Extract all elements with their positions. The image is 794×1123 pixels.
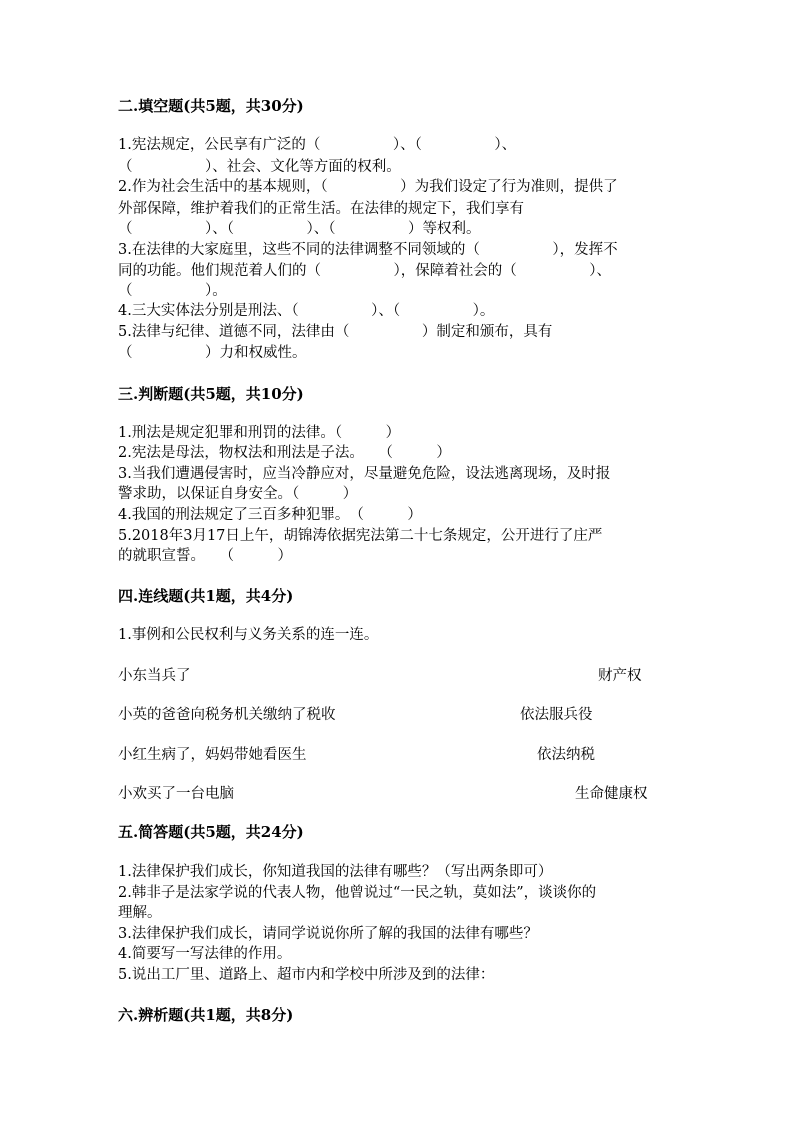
text-line: 1.法律保护我们成长，你知道我国的法律有哪些？（写出两条即可）: [118, 864, 553, 880]
text-line: （ ）、社会、文化等方面的权利。: [118, 159, 401, 175]
matching-left-item[interactable]: 小东当兵了: [118, 668, 191, 684]
section-2-title: 二.填空题(共5题，共30分): [118, 97, 304, 115]
text-line: 4.我国的刑法规定了三百多种犯罪。 （ ）: [118, 507, 422, 523]
matching-right-item[interactable]: 依法服兵役: [520, 707, 593, 723]
section-3-title: 三.判断题(共5题，共10分): [118, 385, 304, 403]
section-6-title: 六.辨析题(共1题，共8分): [118, 1006, 294, 1024]
text-line: 3.当我们遭遇侵害时，应当冷静应对，尽量避免危险，设法逃离现场，及时报: [118, 466, 611, 482]
text-line: 的就职宣誓。 （ ）: [118, 548, 292, 564]
matching-right-item[interactable]: 依法纳税: [537, 747, 595, 763]
text-line: 5.法律与纪律、道德不同，法律由（ ）制定和颁布，具有: [118, 324, 553, 340]
text-line: 5.说出工厂里、道路上、超市内和学校中所涉及到的法律：: [118, 967, 495, 983]
text-line: 4.简要写一写法律的作用。: [118, 946, 292, 962]
text-line: 5.2018年3月17日上午，胡锦涛依据宪法第二十七条规定，公开进行了庄严: [118, 528, 603, 544]
text-line: 2.韩非子是法家学说的代表人物，他曾说过“一民之轨，莫如法”，谈谈你的: [118, 885, 597, 901]
matching-left-item[interactable]: 小英的爸爸向税务机关缴纳了税收: [118, 707, 336, 723]
text-line: （ ）、（ ）、（ ）等权利。: [118, 221, 481, 237]
text-line: 警求助，以保证自身安全。（ ）: [118, 486, 358, 502]
section-5-title: 五.简答题(共5题，共24分): [118, 823, 304, 841]
matching-left-item[interactable]: 小红生病了，妈妈带她看医生: [118, 747, 307, 763]
matching-left-item[interactable]: 小欢买了一台电脑: [118, 786, 234, 802]
text-line: （ ）力和权威性。: [118, 345, 307, 361]
text-line: 4.三大实体法分别是刑法、（ ）、（ ）。: [118, 303, 495, 319]
text-line: 理解。: [118, 905, 162, 921]
text-line: （ ）。: [118, 283, 227, 299]
section-4-title: 四.连线题(共1题，共4分): [118, 587, 294, 605]
text-line: 1.宪法规定，公民享有广泛的（ ）、（ ）、: [118, 137, 517, 153]
text-line: 1.刑法是规定犯罪和刑罚的法律。（ ）: [118, 425, 401, 441]
matching-right-item[interactable]: 生命健康权: [575, 786, 648, 802]
matching-question: 1.事例和公民权利与义务关系的连一连。: [118, 627, 379, 643]
text-line: 同的功能。他们规范着人们的（ ），保障着社会的（ ）、: [118, 263, 611, 279]
text-line: 外部保障，维护着我们的正常生活。在法律的规定下，我们享有: [118, 201, 524, 217]
text-line: 3.在法律的大家庭里，这些不同的法律调整不同领域的（ ），发挥不: [118, 242, 618, 258]
text-line: 3.法律保护我们成长，请同学说说你所了解的我国的法律有哪些？: [118, 926, 538, 942]
matching-right-item[interactable]: 财产权: [598, 668, 642, 684]
text-line: 2.宪法是母法，物权法和刑法是子法。 （ ）: [118, 445, 451, 461]
text-line: 2.作为社会生活中的基本规则，（ ）为我们设定了行为准则，提供了: [118, 179, 618, 195]
